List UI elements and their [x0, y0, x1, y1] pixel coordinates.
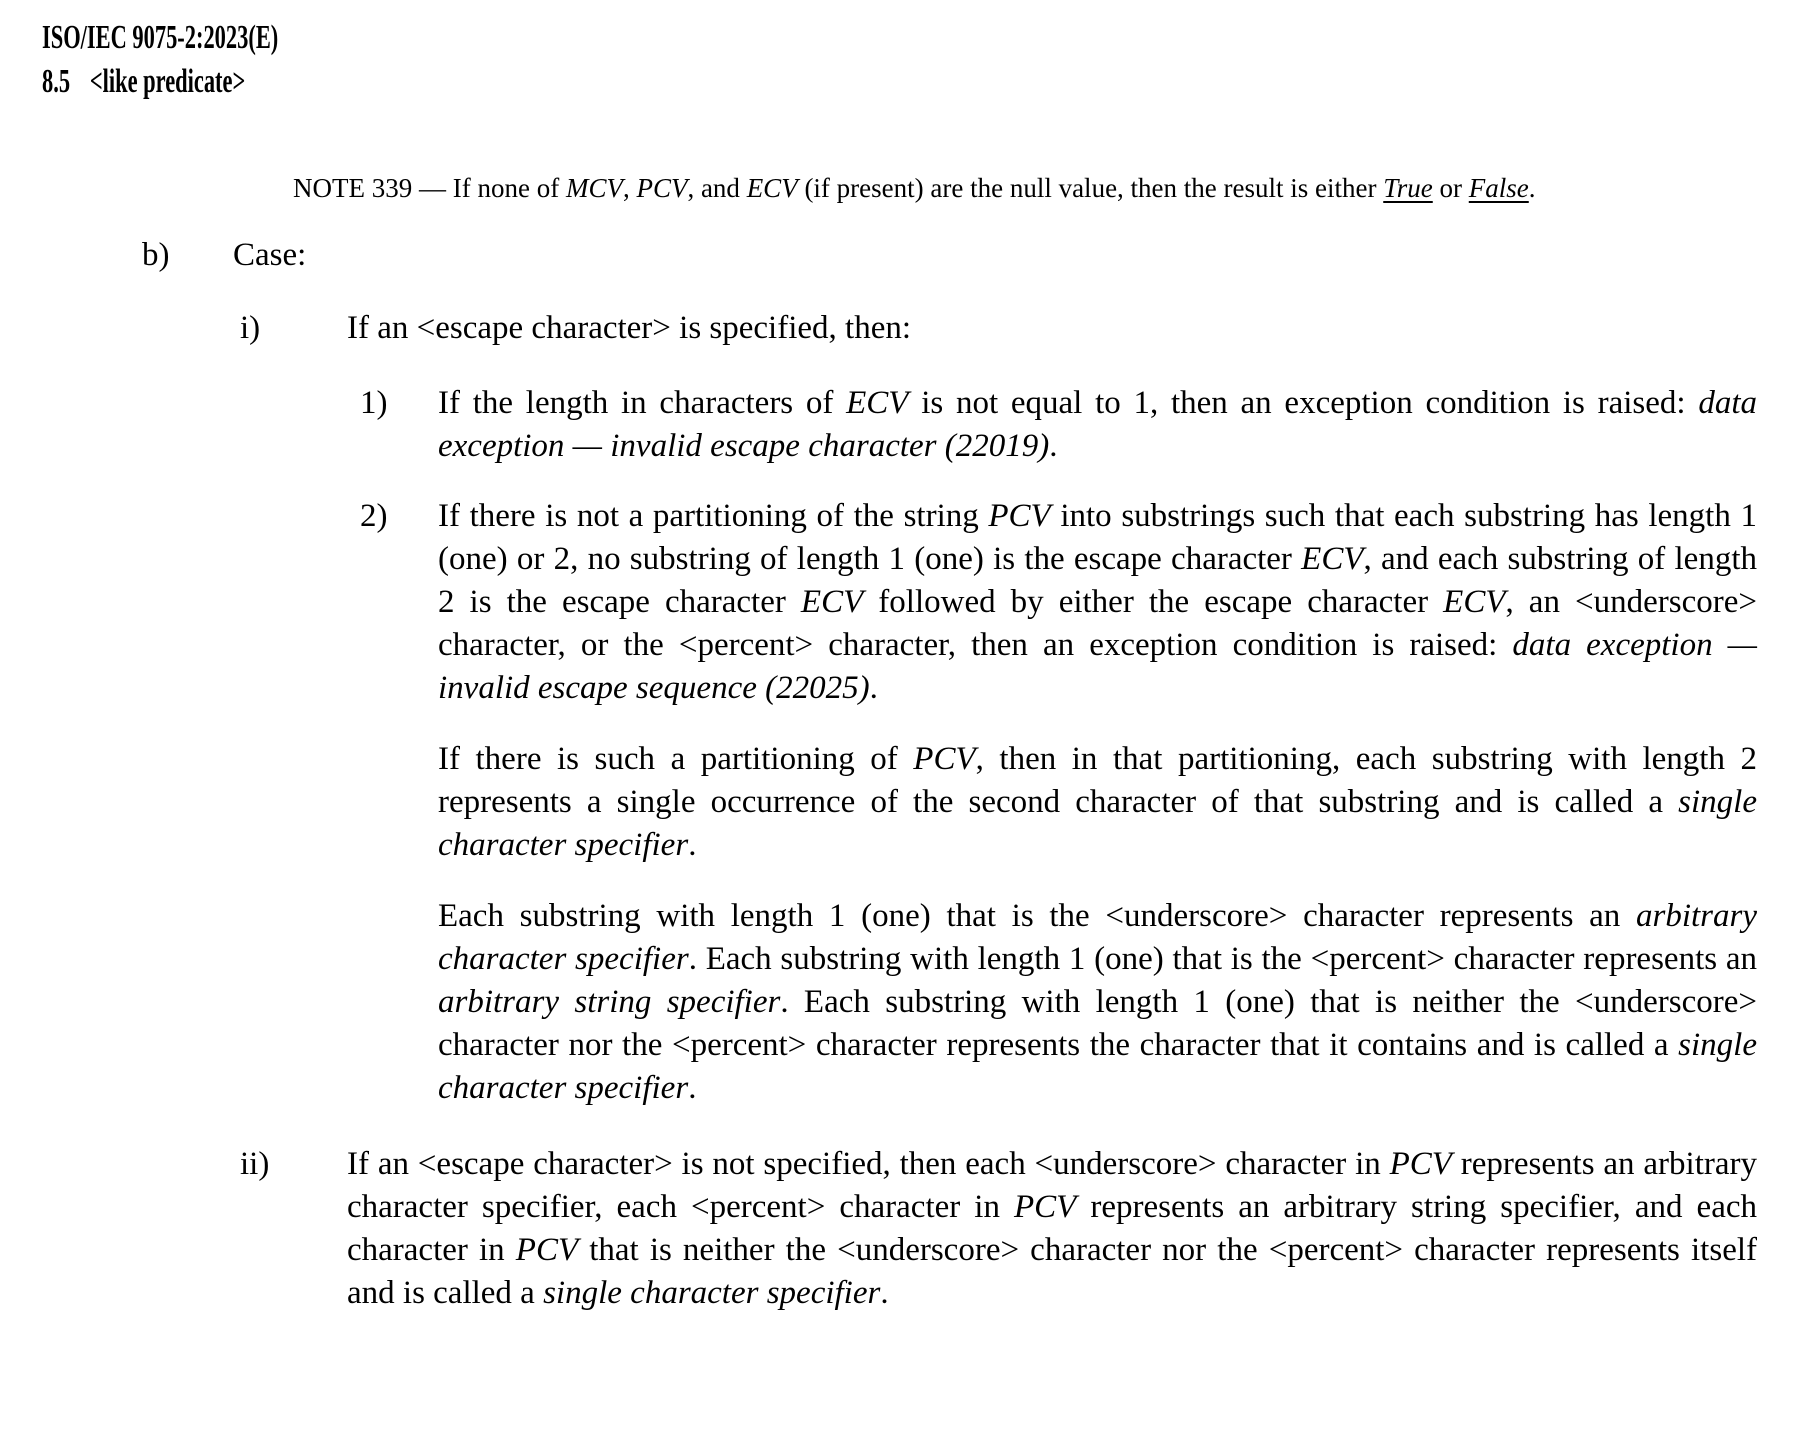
section-number: 8.5 [42, 63, 71, 100]
paragraph: If the length in characters of ECV is not equal to 1, then an exception condition is raised: data exception — invalid escape character (22019). [438, 385, 1757, 464]
list-body-2 [438, 495, 1757, 1110]
document-id: ISO/IEC 9075-2:2023(E) [42, 19, 279, 56]
list-marker-2: 2) [360, 498, 388, 534]
list-marker-b: b) [142, 237, 170, 273]
list-text-b: Case: [233, 237, 307, 273]
list-item-i-2 [360, 495, 1757, 1110]
list-text-ii: If an <escape character> is not specified, then each <underscore> character in PCV represents an arbitrary character specifier, each <percent> character in PCV represents an arbitrary string specifier, and each character in PCV that is neither the <underscore> character nor the <percent> character represents itself and is called a single character specifier. [347, 1146, 1757, 1311]
paragraph: If there is such a partitioning of PCV, then in that partitioning, each substring with length 2 represents a single occurrence of the second character of that substring and is called a single character specifier. [438, 741, 1757, 863]
list-text-i: If an <escape character> is specified, then: [347, 310, 912, 346]
list-item-i [240, 307, 1757, 350]
running-header [42, 16, 1174, 104]
paragraph: If there is not a partitioning of the string PCV into substrings such that each substring has length 1 (one) or 2, no substring of length 1 (one) is the escape character ECV, and each substring of length 2 is the escape character ECV followed by either the escape character ECV, an <underscore> character, or the <percent> character, then an exception condition is raised: data exception — invalid escape sequence (22025). [438, 498, 1757, 706]
list-body-1 [438, 382, 1757, 468]
list-item-b [142, 234, 1757, 277]
list-marker-1: 1) [360, 385, 388, 421]
section-title: <like predicate> [89, 63, 246, 100]
note-paragraph: NOTE 339 — If none of MCV, PCV, and ECV (if present) are the null value, then the result is either True or False. [293, 173, 1536, 203]
list-marker-i: i) [240, 310, 261, 346]
list-item-i-1 [360, 382, 1757, 468]
paragraph: Each substring with length 1 (one) that is the <underscore> character represents an arbitrary character specifier. Each substring with length 1 (one) that is the <percent> character represents an arbitrary string specifier. Each substring with length 1 (one) that is neither the <underscore> character nor the <percent> character represents the character that it contains and is called a single character specifier. [438, 898, 1757, 1106]
list-marker-ii: ii) [240, 1146, 270, 1182]
list-item-ii [240, 1143, 1757, 1315]
